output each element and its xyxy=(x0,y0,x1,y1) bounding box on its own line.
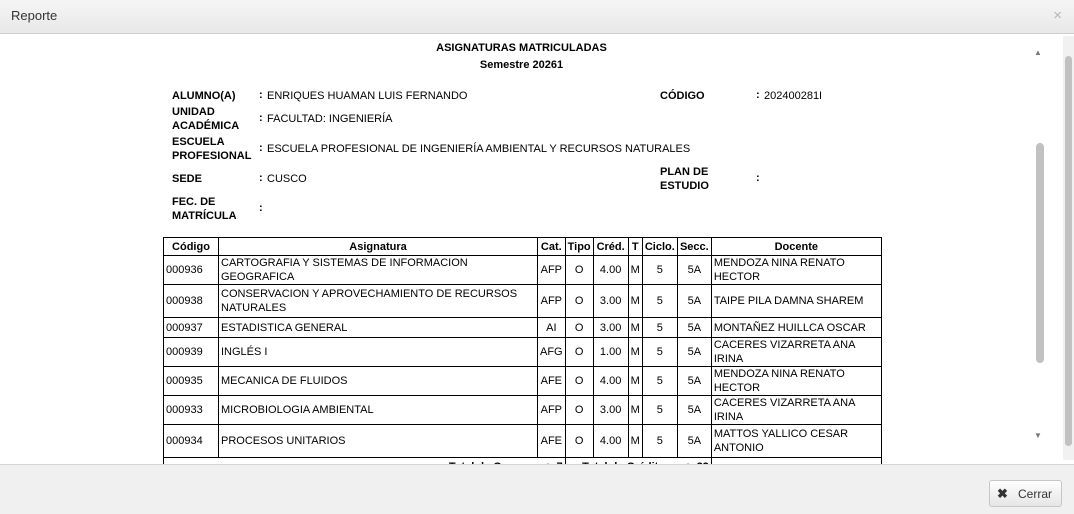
codigo-label: CÓDIGO xyxy=(660,90,705,102)
table-header-row xyxy=(164,238,882,256)
cell-ciclo: 5 xyxy=(642,285,677,318)
colon: : xyxy=(259,89,263,101)
fec-label-line1: FEC. DE xyxy=(172,196,216,208)
cell-ciclo: 5 xyxy=(642,367,677,396)
cell-t: M xyxy=(628,396,642,425)
cell-cred: 4.00 xyxy=(593,425,628,458)
cell-docente: MONTAÑEZ HUILLCA OSCAR xyxy=(711,318,881,338)
col-header-cat: Cat. xyxy=(538,238,566,256)
cell-secc: 5A xyxy=(677,425,711,458)
report-scrollbar[interactable] xyxy=(1031,48,1046,446)
escuela-value: ESCUELA PROFESIONAL DE INGENIERÍA AMBIENTAL Y RECURSOS NATURALES xyxy=(267,143,691,155)
dialog-scrollbar-thumb[interactable] xyxy=(1065,56,1072,446)
table-row xyxy=(164,256,882,285)
col-header-docente: Docente xyxy=(711,238,881,256)
cell-cred: 3.00 xyxy=(593,396,628,425)
codigo-value: 202400281I xyxy=(764,90,823,102)
cell-ciclo: 5 xyxy=(642,396,677,425)
cell-t: M xyxy=(628,425,642,458)
cell-tipo: O xyxy=(565,318,593,338)
table-row xyxy=(164,396,882,425)
fec-label-line2: MATRÍCULA xyxy=(172,210,237,222)
dialog-footer xyxy=(0,464,1074,514)
col-header-cred: Créd. xyxy=(593,238,628,256)
colon: : xyxy=(756,172,760,184)
cell-asignatura: CARTOGRAFIA Y SISTEMAS DE INFORMACION GEOGRAFICA xyxy=(219,256,538,285)
dialog-title: Reporte xyxy=(11,8,58,23)
sede-label: SEDE xyxy=(172,173,202,185)
colon: : xyxy=(756,89,760,101)
cell-asignatura: MECANICA DE FLUIDOS xyxy=(219,367,538,396)
cell-docente: TAIPE PILA DAMNA SHAREM xyxy=(711,285,881,318)
scroll-up-arrow-icon[interactable]: ▲ xyxy=(1034,48,1042,57)
report-title: ASIGNATURAS MATRICULADAS xyxy=(436,42,607,54)
scrollbar-thumb[interactable] xyxy=(1036,143,1044,363)
cell-secc: 5A xyxy=(677,367,711,396)
cell-codigo: 000939 xyxy=(164,338,219,367)
x-mark-icon: ✖ xyxy=(997,486,1008,501)
table-row xyxy=(164,338,882,367)
unidad-label-line2: ACADÉMICA xyxy=(172,120,240,132)
cell-codigo: 000937 xyxy=(164,318,219,338)
cell-t: M xyxy=(628,338,642,367)
cell-ciclo: 5 xyxy=(642,318,677,338)
cell-secc: 5A xyxy=(677,318,711,338)
col-header-ciclo: Ciclo. xyxy=(642,238,677,256)
cell-cred: 3.00 xyxy=(593,318,628,338)
colon: : xyxy=(259,202,263,214)
colon: : xyxy=(259,142,263,154)
cell-tipo: O xyxy=(565,338,593,367)
col-header-codigo: Código xyxy=(164,238,219,256)
cerrar-button-label: Cerrar xyxy=(1018,487,1053,501)
cell-asignatura: ESTADISTICA GENERAL xyxy=(219,318,538,338)
cell-tipo: O xyxy=(565,367,593,396)
alumno-label: ALUMNO(A) xyxy=(172,90,236,102)
table-row xyxy=(164,285,882,318)
cell-t: M xyxy=(628,285,642,318)
table-row xyxy=(164,367,882,396)
cell-cat: AFP xyxy=(538,396,566,425)
report-semester: Semestre 20261 xyxy=(479,59,564,71)
cell-codigo: 000935 xyxy=(164,367,219,396)
cell-docente: MATTOS YALLICO CESAR ANTONIO xyxy=(711,425,881,458)
cell-codigo: 000936 xyxy=(164,256,219,285)
cell-secc: 5A xyxy=(677,396,711,425)
cell-cat: AFP xyxy=(538,256,566,285)
cell-tipo: O xyxy=(565,256,593,285)
cell-tipo: O xyxy=(565,285,593,318)
cell-ciclo: 5 xyxy=(642,425,677,458)
scroll-down-arrow-icon[interactable]: ▼ xyxy=(1034,431,1042,440)
cell-codigo: 000938 xyxy=(164,285,219,318)
cell-t: M xyxy=(628,367,642,396)
table-row xyxy=(164,318,882,338)
cell-tipo: O xyxy=(565,396,593,425)
cell-secc: 5A xyxy=(677,285,711,318)
table-row xyxy=(164,425,882,458)
cell-cred: 3.00 xyxy=(593,285,628,318)
cell-cat: AI xyxy=(538,318,566,338)
cell-t: M xyxy=(628,256,642,285)
close-icon[interactable]: × xyxy=(1053,7,1062,24)
sede-value: CUSCO xyxy=(267,173,307,185)
cell-asignatura: MICROBIOLOGIA AMBIENTAL xyxy=(219,396,538,425)
dialog-scrollbar[interactable] xyxy=(1063,36,1074,460)
colon: : xyxy=(259,112,263,124)
cell-docente: CACERES VIZARRETA ANA IRINA xyxy=(711,396,881,425)
cerrar-button[interactable] xyxy=(989,480,1062,507)
cell-codigo: 000933 xyxy=(164,396,219,425)
cell-cred: 4.00 xyxy=(593,256,628,285)
alumno-value: ENRIQUES HUAMAN LUIS FERNANDO xyxy=(267,90,468,102)
col-header-t: T xyxy=(628,238,642,256)
cell-cat: AFP xyxy=(538,285,566,318)
cell-codigo: 000934 xyxy=(164,425,219,458)
cell-cred: 4.00 xyxy=(593,367,628,396)
unidad-value: FACULTAD: INGENIERÍA xyxy=(267,113,393,125)
cell-asignatura: CONSERVACION Y APROVECHAMIENTO DE RECURSOS NATURALES xyxy=(219,285,538,318)
cell-docente: CACERES VIZARRETA ANA IRINA xyxy=(711,338,881,367)
escuela-label-line1: ESCUELA xyxy=(172,136,225,148)
plan-label-line1: PLAN DE xyxy=(660,166,709,178)
dialog-titlebar xyxy=(0,0,1074,34)
report-viewer[interactable] xyxy=(0,35,1046,454)
cell-asignatura: PROCESOS UNITARIOS xyxy=(219,425,538,458)
cell-t: M xyxy=(628,318,642,338)
cell-asignatura: INGLÉS I xyxy=(219,338,538,367)
cell-ciclo: 5 xyxy=(642,256,677,285)
unidad-label-line1: UNIDAD xyxy=(172,106,215,118)
courses-table xyxy=(163,237,882,475)
cell-tipo: O xyxy=(565,425,593,458)
cell-secc: 5A xyxy=(677,256,711,285)
colon: : xyxy=(259,172,263,184)
cell-ciclo: 5 xyxy=(642,338,677,367)
cell-cat: AFG xyxy=(538,338,566,367)
col-header-tipo: Tipo xyxy=(565,238,593,256)
plan-label-line2: ESTUDIO xyxy=(660,180,709,192)
cell-docente: MENDOZA NINA RENATO HECTOR xyxy=(711,256,881,285)
escuela-label-line2: PROFESIONAL xyxy=(172,150,252,162)
cell-docente: MENDOZA NINA RENATO HECTOR xyxy=(711,367,881,396)
cell-cred: 1.00 xyxy=(593,338,628,367)
col-header-secc: Secc. xyxy=(677,238,711,256)
cell-secc: 5A xyxy=(677,338,711,367)
cell-cat: AFE xyxy=(538,425,566,458)
cell-cat: AFE xyxy=(538,367,566,396)
col-header-asignatura: Asignatura xyxy=(219,238,538,256)
